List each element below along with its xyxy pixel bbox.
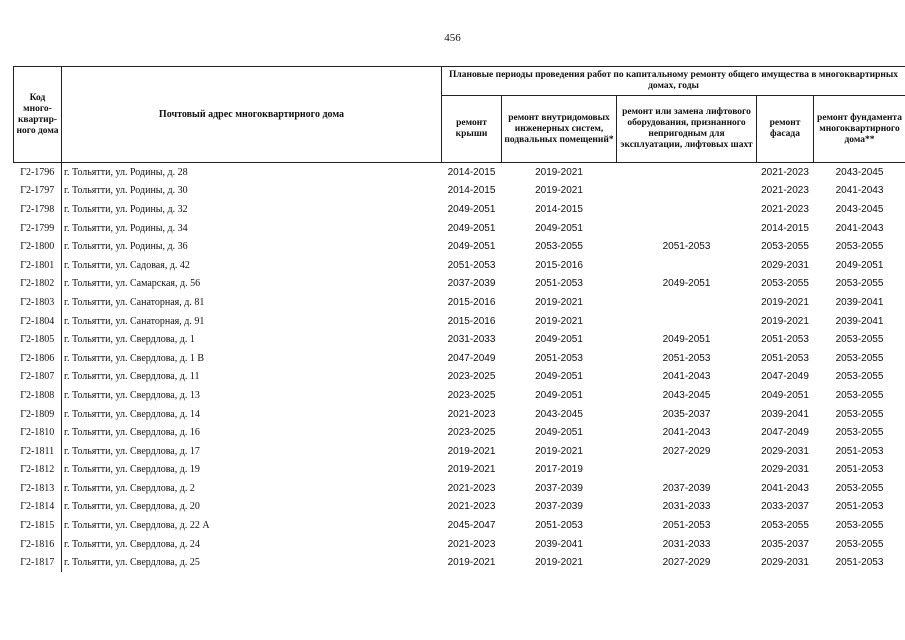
foundation-period-cell: 2051-2053 xyxy=(835,464,884,476)
foundation-period-cell: 2053-2055 xyxy=(835,371,884,383)
code-cell: Г2-1803 xyxy=(14,293,62,312)
address-cell: г. Тольятти, ул. Свердлова, д. 16 xyxy=(64,427,200,439)
table-row xyxy=(14,200,905,219)
table-row xyxy=(14,293,905,312)
capital-repair-table xyxy=(13,66,905,572)
table-row xyxy=(14,368,905,387)
code-cell: Г2-1817 xyxy=(14,553,62,572)
facade-period-cell: 2051-2053 xyxy=(761,334,809,346)
code-cell: Г2-1801 xyxy=(14,256,62,275)
systems-period-cell: 2043-2045 xyxy=(535,408,583,420)
roof-period-cell: 2014-2015 xyxy=(447,185,496,197)
header-code: Код много-квартир-ного дома xyxy=(14,67,62,163)
table-row xyxy=(14,405,905,424)
facade-period-cell: 2049-2051 xyxy=(761,389,809,401)
roof-period-cell: 2014-2015 xyxy=(447,166,496,178)
address-cell: г. Тольятти, ул. Родины, д. 36 xyxy=(64,241,188,253)
foundation-period-cell: 2051-2053 xyxy=(835,501,884,513)
code-cell: Г2-1806 xyxy=(14,349,62,368)
foundation-period-cell: 2049-2051 xyxy=(835,259,884,271)
roof-period-cell: 2031-2033 xyxy=(447,334,496,346)
systems-period-cell: 2053-2055 xyxy=(535,241,583,253)
elevator-period-cell xyxy=(617,200,757,219)
address-cell: г. Тольятти, ул. Свердлова, д. 11 xyxy=(64,371,200,383)
foundation-period-cell: 2053-2055 xyxy=(835,427,884,439)
systems-period-cell: 2019-2021 xyxy=(535,445,583,457)
foundation-period-cell: 2041-2043 xyxy=(835,185,884,197)
facade-period-cell: 2035-2037 xyxy=(761,538,809,550)
foundation-period-cell: 2053-2055 xyxy=(835,278,884,290)
roof-period-cell: 2015-2016 xyxy=(447,315,496,327)
systems-period-cell: 2037-2039 xyxy=(535,482,583,494)
table-row xyxy=(14,237,905,256)
code-cell: Г2-1808 xyxy=(14,386,62,405)
table-row xyxy=(14,330,905,349)
systems-period-cell: 2049-2051 xyxy=(535,371,583,383)
roof-period-cell: 2019-2021 xyxy=(447,445,496,457)
facade-period-cell: 2053-2055 xyxy=(761,241,809,253)
roof-period-cell: 2023-2025 xyxy=(447,371,496,383)
code-cell: Г2-1799 xyxy=(14,219,62,238)
facade-period-cell: 2039-2041 xyxy=(761,408,809,420)
foundation-period-cell: 2051-2053 xyxy=(835,445,884,457)
address-cell: г. Тольятти, ул. Свердлова, д. 20 xyxy=(64,501,200,513)
foundation-period-cell: 2043-2045 xyxy=(835,166,884,178)
systems-period-cell: 2039-2041 xyxy=(535,538,583,550)
elevator-period-cell xyxy=(617,256,757,275)
foundation-period-cell: 2043-2045 xyxy=(835,203,884,215)
foundation-period-cell: 2053-2055 xyxy=(835,408,884,420)
code-cell: Г2-1813 xyxy=(14,479,62,498)
roof-period-cell: 2019-2021 xyxy=(447,557,496,569)
roof-period-cell: 2051-2053 xyxy=(447,259,496,271)
roof-period-cell: 2045-2047 xyxy=(447,520,496,532)
code-cell: Г2-1804 xyxy=(14,312,62,331)
elevator-period-cell xyxy=(617,182,757,201)
facade-period-cell: 2019-2021 xyxy=(761,315,809,327)
foundation-period-cell: 2051-2053 xyxy=(835,557,884,569)
roof-period-cell: 2049-2051 xyxy=(447,203,496,215)
roof-period-cell: 2049-2051 xyxy=(447,222,496,234)
elevator-period-cell xyxy=(617,219,757,238)
header-facade: ремонт фасада xyxy=(757,96,814,163)
table-row xyxy=(14,386,905,405)
elevator-period-cell xyxy=(617,163,757,182)
systems-period-cell: 2019-2021 xyxy=(535,166,583,178)
code-cell: Г2-1802 xyxy=(14,275,62,294)
systems-period-cell: 2049-2051 xyxy=(535,389,583,401)
elevator-period-cell: 2051-2053 xyxy=(662,352,711,364)
facade-period-cell: 2021-2023 xyxy=(761,166,809,178)
facade-period-cell: 2051-2053 xyxy=(761,352,809,364)
roof-period-cell: 2049-2051 xyxy=(447,241,496,253)
roof-period-cell: 2021-2023 xyxy=(447,408,496,420)
code-cell: Г2-1798 xyxy=(14,200,62,219)
table-row xyxy=(14,479,905,498)
address-cell: г. Тольятти, ул. Родины, д. 28 xyxy=(64,166,188,178)
table-row xyxy=(14,182,905,201)
code-cell: Г2-1815 xyxy=(14,516,62,535)
address-cell: г. Тольятти, ул. Свердлова, д. 19 xyxy=(64,464,200,476)
elevator-period-cell xyxy=(617,461,757,480)
roof-period-cell: 2047-2049 xyxy=(447,352,496,364)
foundation-period-cell: 2053-2055 xyxy=(835,352,884,364)
address-cell: г. Тольятти, ул. Свердлова, д. 1 В xyxy=(64,352,204,364)
elevator-period-cell: 2051-2053 xyxy=(662,241,711,253)
address-cell: г. Тольятти, ул. Родины, д. 30 xyxy=(64,185,188,197)
foundation-period-cell: 2041-2043 xyxy=(835,222,884,234)
facade-period-cell: 2047-2049 xyxy=(761,371,809,383)
elevator-period-cell: 2031-2033 xyxy=(662,501,711,513)
facade-period-cell: 2021-2023 xyxy=(761,185,809,197)
table-row xyxy=(14,535,905,554)
address-cell: г. Тольятти, ул. Свердлова, д. 17 xyxy=(64,445,200,457)
address-cell: г. Тольятти, ул. Свердлова, д. 22 А xyxy=(64,520,210,532)
table-row xyxy=(14,498,905,517)
address-cell: г. Тольятти, ул. Свердлова, д. 24 xyxy=(64,538,200,550)
table-row xyxy=(14,461,905,480)
elevator-period-cell: 2027-2029 xyxy=(662,445,711,457)
address-cell: г. Тольятти, ул. Санаторная, д. 91 xyxy=(64,315,205,327)
systems-period-cell: 2019-2021 xyxy=(535,557,583,569)
address-cell: г. Тольятти, ул. Свердлова, д. 2 xyxy=(64,482,195,494)
systems-period-cell: 2037-2039 xyxy=(535,501,583,513)
foundation-period-cell: 2053-2055 xyxy=(835,538,884,550)
facade-period-cell: 2014-2015 xyxy=(761,222,809,234)
foundation-period-cell: 2039-2041 xyxy=(835,296,884,308)
foundation-period-cell: 2053-2055 xyxy=(835,520,884,532)
elevator-period-cell xyxy=(617,312,757,331)
facade-period-cell: 2053-2055 xyxy=(761,520,809,532)
table-row xyxy=(14,219,905,238)
address-cell: г. Тольятти, ул. Свердлова, д. 13 xyxy=(64,389,200,401)
table-row xyxy=(14,312,905,331)
table-row xyxy=(14,163,905,182)
facade-period-cell: 2033-2037 xyxy=(761,501,809,513)
address-cell: г. Тольятти, ул. Свердлова, д. 14 xyxy=(64,408,200,420)
code-cell: Г2-1797 xyxy=(14,182,62,201)
header-address: Почтовый адрес многоквартирного дома xyxy=(62,67,442,163)
facade-period-cell: 2021-2023 xyxy=(761,203,809,215)
code-cell: Г2-1800 xyxy=(14,237,62,256)
systems-period-cell: 2019-2021 xyxy=(535,296,583,308)
code-cell: Г2-1796 xyxy=(14,163,62,182)
foundation-period-cell: 2053-2055 xyxy=(835,241,884,253)
address-cell: г. Тольятти, ул. Свердлова, д. 25 xyxy=(64,557,200,569)
facade-period-cell: 2019-2021 xyxy=(761,296,809,308)
header-systems: ремонт внутридомовых инженерных систем, подвальных помещений* xyxy=(502,96,617,163)
roof-period-cell: 2021-2023 xyxy=(447,538,496,550)
roof-period-cell: 2019-2021 xyxy=(447,464,496,476)
table-row xyxy=(14,423,905,442)
systems-period-cell: 2015-2016 xyxy=(535,259,583,271)
address-cell: г. Тольятти, ул. Садовая, д. 42 xyxy=(64,259,190,271)
systems-period-cell: 2019-2021 xyxy=(535,315,583,327)
header-roof: ремонт крыши xyxy=(442,96,502,163)
roof-period-cell: 2015-2016 xyxy=(447,296,496,308)
table-row xyxy=(14,256,905,275)
roof-period-cell: 2037-2039 xyxy=(447,278,496,290)
table-row xyxy=(14,442,905,461)
code-cell: Г2-1811 xyxy=(14,442,62,461)
code-cell: Г2-1809 xyxy=(14,405,62,424)
systems-period-cell: 2019-2021 xyxy=(535,185,583,197)
elevator-period-cell: 2041-2043 xyxy=(662,427,711,439)
table-row xyxy=(14,553,905,572)
header-periods: Плановые периоды проведения работ по капитальному ремонту общего имущества в многоквартирных домах, годы xyxy=(442,67,905,96)
header-foundation: ремонт фундамента многоквартирного дома** xyxy=(814,96,905,163)
roof-period-cell: 2023-2025 xyxy=(447,427,496,439)
code-cell: Г2-1805 xyxy=(14,330,62,349)
systems-period-cell: 2049-2051 xyxy=(535,222,583,234)
code-cell: Г2-1810 xyxy=(14,423,62,442)
systems-period-cell: 2051-2053 xyxy=(535,352,583,364)
table-row xyxy=(14,275,905,294)
elevator-period-cell: 2049-2051 xyxy=(662,334,711,346)
foundation-period-cell: 2053-2055 xyxy=(835,389,884,401)
table-row xyxy=(14,349,905,368)
roof-period-cell: 2021-2023 xyxy=(447,501,496,513)
code-cell: Г2-1812 xyxy=(14,461,62,480)
elevator-period-cell: 2031-2033 xyxy=(662,538,711,550)
systems-period-cell: 2014-2015 xyxy=(535,203,583,215)
code-cell: Г2-1814 xyxy=(14,498,62,517)
roof-period-cell: 2021-2023 xyxy=(447,482,496,494)
elevator-period-cell: 2043-2045 xyxy=(662,389,711,401)
facade-period-cell: 2041-2043 xyxy=(761,482,809,494)
facade-period-cell: 2029-2031 xyxy=(761,557,809,569)
address-cell: г. Тольятти, ул. Самарская, д. 56 xyxy=(64,278,201,290)
foundation-period-cell: 2053-2055 xyxy=(835,482,884,494)
elevator-period-cell: 2027-2029 xyxy=(662,557,711,569)
systems-period-cell: 2051-2053 xyxy=(535,278,583,290)
elevator-period-cell xyxy=(617,293,757,312)
table-row xyxy=(14,516,905,535)
elevator-period-cell: 2049-2051 xyxy=(662,278,711,290)
page-number: 456 xyxy=(444,32,461,44)
foundation-period-cell: 2053-2055 xyxy=(835,334,884,346)
address-cell: г. Тольятти, ул. Родины, д. 32 xyxy=(64,203,188,215)
facade-period-cell: 2029-2031 xyxy=(761,259,809,271)
header-elevator: ремонт или замена лифтового оборудования, признанного непригодным для эксплуатации, лифтовых шахт xyxy=(617,96,757,163)
table-header xyxy=(14,67,905,163)
facade-period-cell: 2053-2055 xyxy=(761,278,809,290)
elevator-period-cell: 2051-2053 xyxy=(662,520,711,532)
systems-period-cell: 2051-2053 xyxy=(535,520,583,532)
elevator-period-cell: 2035-2037 xyxy=(662,408,711,420)
address-cell: г. Тольятти, ул. Свердлова, д. 1 xyxy=(64,334,195,346)
roof-period-cell: 2023-2025 xyxy=(447,389,496,401)
code-cell: Г2-1807 xyxy=(14,368,62,387)
facade-period-cell: 2029-2031 xyxy=(761,464,809,476)
systems-period-cell: 2049-2051 xyxy=(535,427,583,439)
elevator-period-cell: 2041-2043 xyxy=(662,371,711,383)
foundation-period-cell: 2039-2041 xyxy=(835,315,884,327)
systems-period-cell: 2017-2019 xyxy=(535,464,583,476)
facade-period-cell: 2029-2031 xyxy=(761,445,809,457)
systems-period-cell: 2049-2051 xyxy=(535,334,583,346)
elevator-period-cell: 2037-2039 xyxy=(662,482,711,494)
address-cell: г. Тольятти, ул. Родины, д. 34 xyxy=(64,222,188,234)
code-cell: Г2-1816 xyxy=(14,535,62,554)
address-cell: г. Тольятти, ул. Санаторная, д. 81 xyxy=(64,296,205,308)
facade-period-cell: 2047-2049 xyxy=(761,427,809,439)
table-body xyxy=(14,163,905,573)
